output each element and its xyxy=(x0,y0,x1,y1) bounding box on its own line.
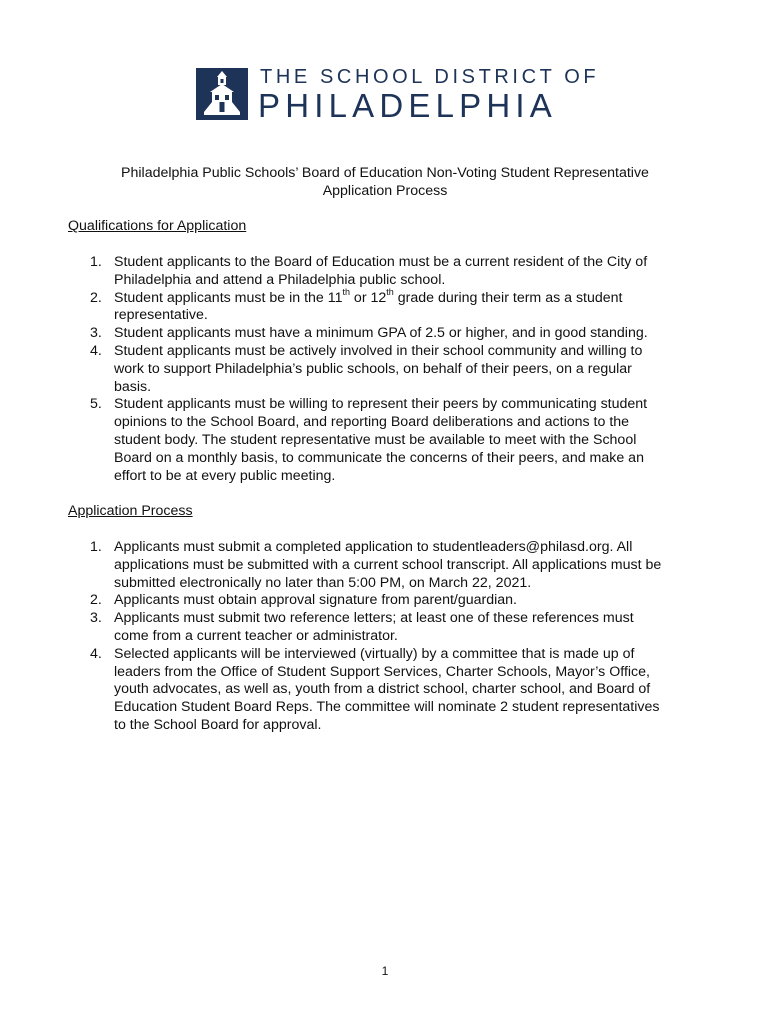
item-number: 3. xyxy=(90,325,102,342)
item-number: 5. xyxy=(90,396,102,413)
item-line: basis. xyxy=(114,378,152,395)
list-item xyxy=(68,325,708,343)
item-line: come from a current teacher or administrator. xyxy=(114,627,398,644)
item-text: or 12 xyxy=(349,289,387,306)
item-line: Student applicants must be willing to represent their peers by communicating student xyxy=(114,396,648,413)
page-number: 1 xyxy=(381,964,389,978)
list-item xyxy=(68,610,708,646)
title-line1: Philadelphia Public Schools’ Board of Education Non-Voting Student Representative xyxy=(121,165,649,181)
item-line: Applicants must obtain approval signature from parent/guardian. xyxy=(114,592,517,609)
item-line: Student applicants must have a minimum GPA of 2.5 or higher, and in good standing. xyxy=(114,325,648,342)
item-line: Selected applicants will be interviewed (virtually) by a committee that is made up of xyxy=(114,645,635,662)
process-heading: Application Process xyxy=(68,503,193,519)
item-line: submitted electronically no later than 5:00 PM, on March 22, 2021. xyxy=(114,574,532,591)
school-building-icon xyxy=(196,68,248,120)
item-line: Board on a monthly basis, to communicate the concerns of their peers, and make an xyxy=(114,449,644,466)
item-line: representative. xyxy=(114,307,208,324)
item-line: effort to be at every public meeting. xyxy=(114,467,336,484)
item-line: student body. The student representative must be available to meet with the School xyxy=(114,431,637,448)
item-text: Student applicants must be in the 11 xyxy=(114,289,343,306)
item-line: Student applicants must be actively involved in their school community and willing to xyxy=(114,342,643,359)
qualifications-heading: Qualifications for Application xyxy=(68,218,247,234)
list-item xyxy=(68,646,708,735)
item-number: 3. xyxy=(90,610,102,627)
item-number: 1. xyxy=(90,254,102,270)
list-item xyxy=(68,254,708,290)
item-line: opinions to the School Board, and reporting Board deliberations and actions to the xyxy=(114,414,630,431)
item-line: to the School Board for approval. xyxy=(114,716,322,733)
process-list xyxy=(68,539,708,735)
item-line: leaders from the Office of Student Support Services, Charter Schools, Mayor’s Office, xyxy=(114,663,650,680)
list-item xyxy=(68,539,708,592)
item-line: applications must be submitted with a current school transcript. All applications must be xyxy=(114,556,662,573)
superscript: th xyxy=(342,286,350,297)
list-item xyxy=(68,343,708,396)
list-item xyxy=(68,396,708,485)
qualifications-list xyxy=(68,254,708,485)
logo-line1: THE SCHOOL DISTRICT OF xyxy=(260,66,600,88)
item-text: grade during their term as a student xyxy=(393,289,623,306)
list-item xyxy=(68,592,708,610)
district-logo xyxy=(196,66,600,124)
item-line: Philadelphia and attend a Philadelphia public school. xyxy=(114,271,446,288)
logo-line2: PHILADELPHIA xyxy=(258,87,557,124)
item-number: 2. xyxy=(90,289,102,306)
item-line: Student applicants to the Board of Education must be a current resident of the City of xyxy=(114,254,648,270)
title-line2: Application Process xyxy=(322,183,448,199)
item-number: 2. xyxy=(90,592,102,609)
document-title xyxy=(60,164,710,200)
item-line: Education Student Board Reps. The committee will nominate 2 student representatives xyxy=(114,699,660,716)
item-number: 4. xyxy=(90,645,102,662)
list-item xyxy=(68,286,708,326)
item-number: 1. xyxy=(90,539,102,555)
item-line: youth advocates, as well as, youth from a district school, charter school, and Board of xyxy=(114,681,651,698)
item-line: Applicants must submit two reference letters; at least one of these references must xyxy=(114,610,634,627)
item-line xyxy=(114,286,708,308)
item-line: work to support Philadelphia’s public schools, on behalf of their peers, on a regular xyxy=(114,360,632,377)
superscript: th xyxy=(386,286,394,297)
item-line: Applicants must submit a completed application to studentleaders@philasd.org. All xyxy=(114,539,633,555)
item-number: 4. xyxy=(90,342,102,359)
